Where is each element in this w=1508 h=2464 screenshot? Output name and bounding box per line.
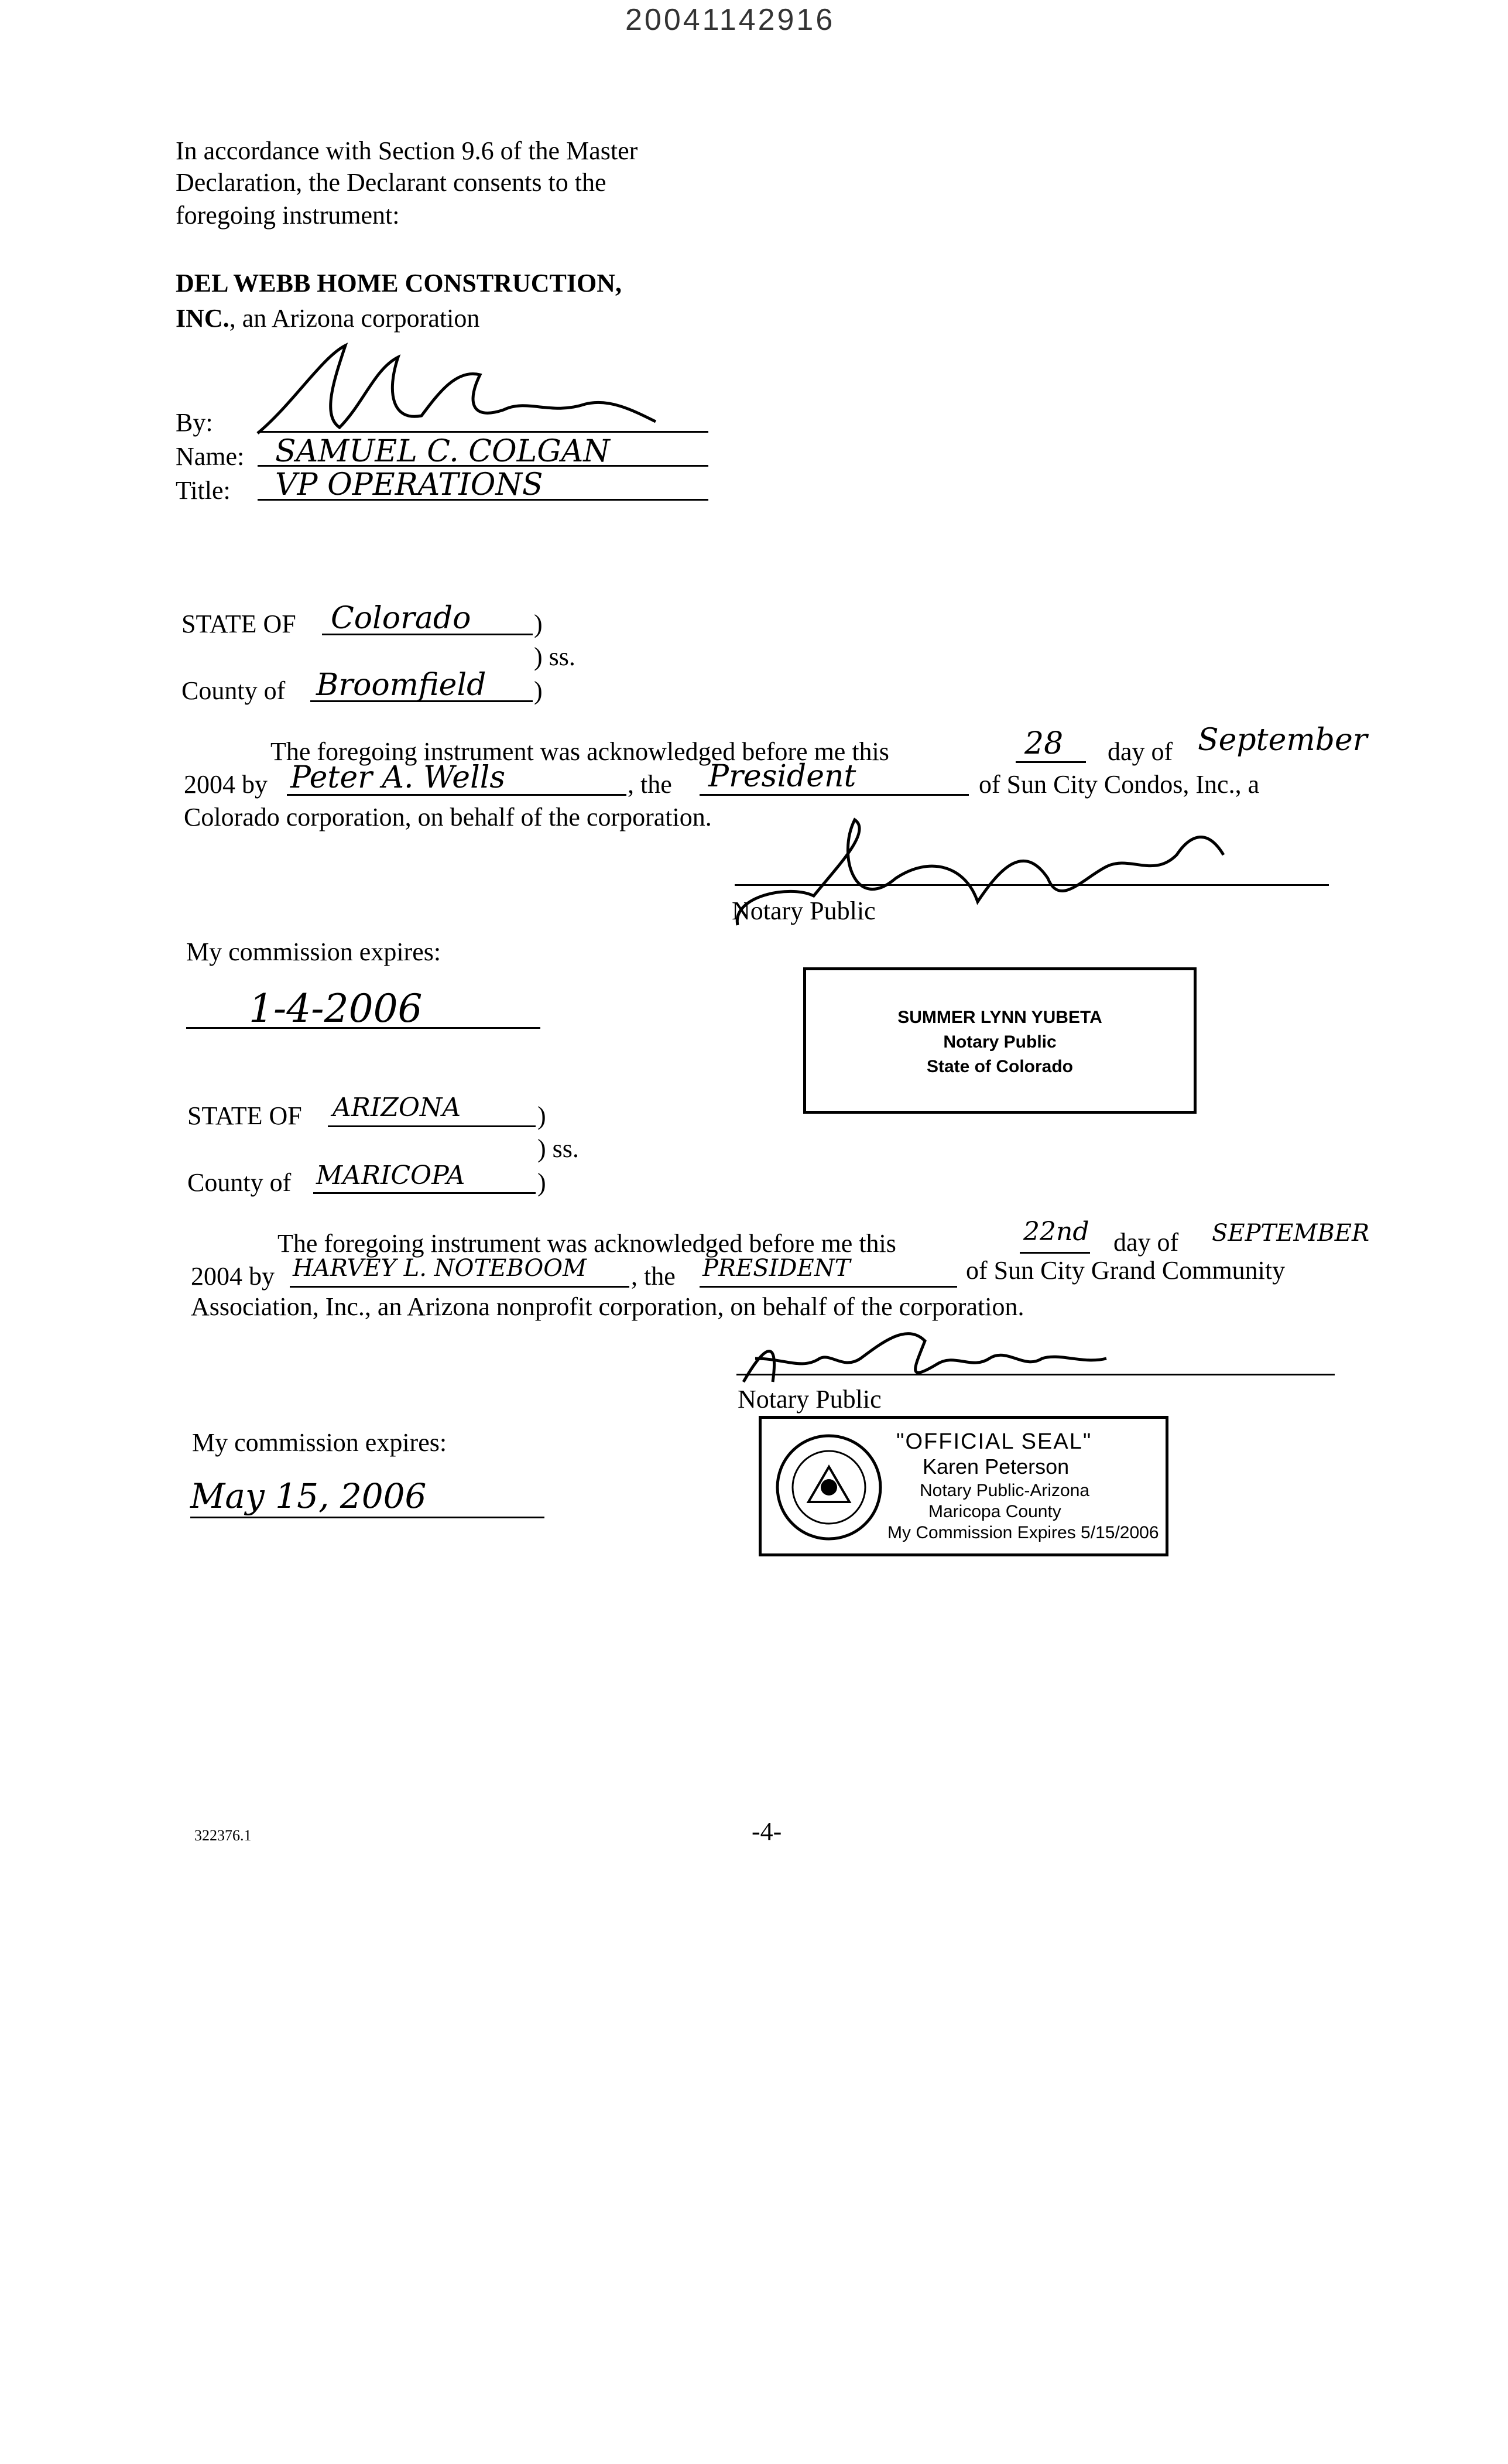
ack-dayof-2: day of xyxy=(1113,1228,1179,1257)
seal-name: Karen Peterson xyxy=(923,1455,1070,1479)
county-value-2: MARICOPA xyxy=(316,1161,465,1190)
ack-line1-text-1: The foregoing instrument was acknowledged before me this xyxy=(270,737,889,766)
company-type-text: , an Arizona corporation xyxy=(229,304,480,333)
document-number: 20041142916 xyxy=(625,3,835,37)
commission-value-1: 1-4-2006 xyxy=(249,986,423,1031)
ack-name-2: HARVEY L. NOTEBOOM xyxy=(293,1255,587,1282)
title-value: VP OPERATIONS xyxy=(275,467,543,502)
ack-title-1: President xyxy=(708,759,856,794)
consent-line-1: In accordance with Section 9.6 of the Master xyxy=(176,136,638,165)
arizona-seal-icon xyxy=(773,1432,885,1543)
by-label: By: xyxy=(176,408,213,437)
document-reference: 322376.1 xyxy=(194,1827,252,1844)
commission-label-1: My commission expires: xyxy=(186,937,441,966)
ack-line2-text-2: 2004 by xyxy=(191,1262,275,1291)
seal-county: Maricopa County xyxy=(928,1502,1061,1521)
commission-label-2: My commission expires: xyxy=(192,1428,447,1457)
notary-sign-line-2 xyxy=(736,1374,1335,1375)
name-value: SAMUEL C. COLGAN xyxy=(275,434,610,469)
page-number: -4- xyxy=(752,1817,782,1846)
ack-day-line-1 xyxy=(1016,761,1086,763)
ack-name-line-2 xyxy=(290,1286,629,1288)
ack-line3-1: Colorado corporation, on behalf of the corporation. xyxy=(184,803,712,831)
ack-the-1: , the xyxy=(628,770,672,799)
county-line-2 xyxy=(313,1192,536,1194)
ack-day-line-2 xyxy=(1020,1252,1090,1254)
county-label-2: County of xyxy=(187,1168,292,1197)
ack-title-2: PRESIDENT xyxy=(702,1255,851,1282)
state-value-2: ARIZONA xyxy=(333,1093,461,1123)
ack-line3-2: Association, Inc., an Arizona nonprofit corporation, on behalf of the corporation. xyxy=(191,1292,1024,1321)
notary-public-2: Notary Public xyxy=(738,1385,882,1414)
stamp-name: SUMMER LYNN YUBETA xyxy=(897,1008,1102,1027)
commission-value-2: May 15, 2006 xyxy=(190,1476,427,1516)
ack-name-line-1 xyxy=(287,794,626,796)
state-label-1: STATE OF xyxy=(181,610,296,638)
seal-expires: My Commission Expires 5/15/2006 xyxy=(887,1523,1159,1542)
ack-line2-text-1: 2004 by xyxy=(184,770,268,799)
commission-line-2 xyxy=(190,1517,544,1518)
title-line xyxy=(258,499,708,501)
company-type xyxy=(176,306,479,331)
ack-month-2: SEPTEMBER xyxy=(1212,1220,1370,1247)
ack-day-1: 28 xyxy=(1024,726,1064,761)
name-label: Name: xyxy=(176,442,245,471)
consent-line-2: Declaration, the Declarant consents to the xyxy=(176,168,606,197)
official-seal-peterson xyxy=(759,1416,1168,1556)
stamp-title: Notary Public xyxy=(943,1032,1057,1052)
state-value-1: Colorado xyxy=(331,601,471,636)
name-line xyxy=(258,465,708,467)
state-line-1 xyxy=(322,634,533,635)
county-line-1 xyxy=(310,700,533,702)
state-line-2 xyxy=(328,1125,536,1127)
by-line xyxy=(258,431,708,433)
seal-heading: "OFFICIAL SEAL" xyxy=(896,1429,1092,1454)
notary-stamp-yubeta xyxy=(803,967,1197,1114)
county-paren-2: ) xyxy=(537,1168,546,1197)
ack-title-line-2 xyxy=(700,1286,957,1288)
consent-line-3: foregoing instrument: xyxy=(176,201,400,230)
stamp-state: State of Colorado xyxy=(926,1057,1073,1076)
ss-1: ) ss. xyxy=(534,642,575,671)
notary-public-1: Notary Public xyxy=(732,896,876,925)
ack-title-line-1 xyxy=(700,794,969,796)
signature-colgan xyxy=(246,334,691,451)
ack-month-1: September xyxy=(1198,723,1368,758)
county-value-1: Broomfield xyxy=(316,668,486,703)
state-label-2: STATE OF xyxy=(187,1101,302,1130)
signature-peterson xyxy=(732,1317,1118,1394)
ack-line2-rest-1: of Sun City Condos, Inc., a xyxy=(979,770,1260,799)
commission-line-1 xyxy=(186,1027,540,1029)
notary-sign-line-1 xyxy=(735,884,1329,886)
state-paren-1: ) xyxy=(534,610,543,638)
company-name: DEL WEBB HOME CONSTRUCTION, xyxy=(176,269,622,297)
company-inc: INC. xyxy=(176,304,229,333)
ack-dayof-1: day of xyxy=(1108,737,1173,766)
ack-line2-rest-2: of Sun City Grand Community xyxy=(966,1256,1286,1285)
seal-title: Notary Public-Arizona xyxy=(920,1481,1090,1500)
ack-name-1: Peter A. Wells xyxy=(290,760,506,795)
state-paren-2: ) xyxy=(537,1101,546,1130)
ack-day-2: 22nd xyxy=(1023,1217,1089,1247)
ack-line1-text-2: The foregoing instrument was acknowledged before me this xyxy=(277,1229,896,1258)
county-paren-1: ) xyxy=(534,676,543,705)
title-label: Title: xyxy=(176,476,231,505)
ack-the-2: , the xyxy=(631,1262,676,1291)
county-label-1: County of xyxy=(181,676,286,705)
ss-2: ) ss. xyxy=(537,1134,579,1163)
